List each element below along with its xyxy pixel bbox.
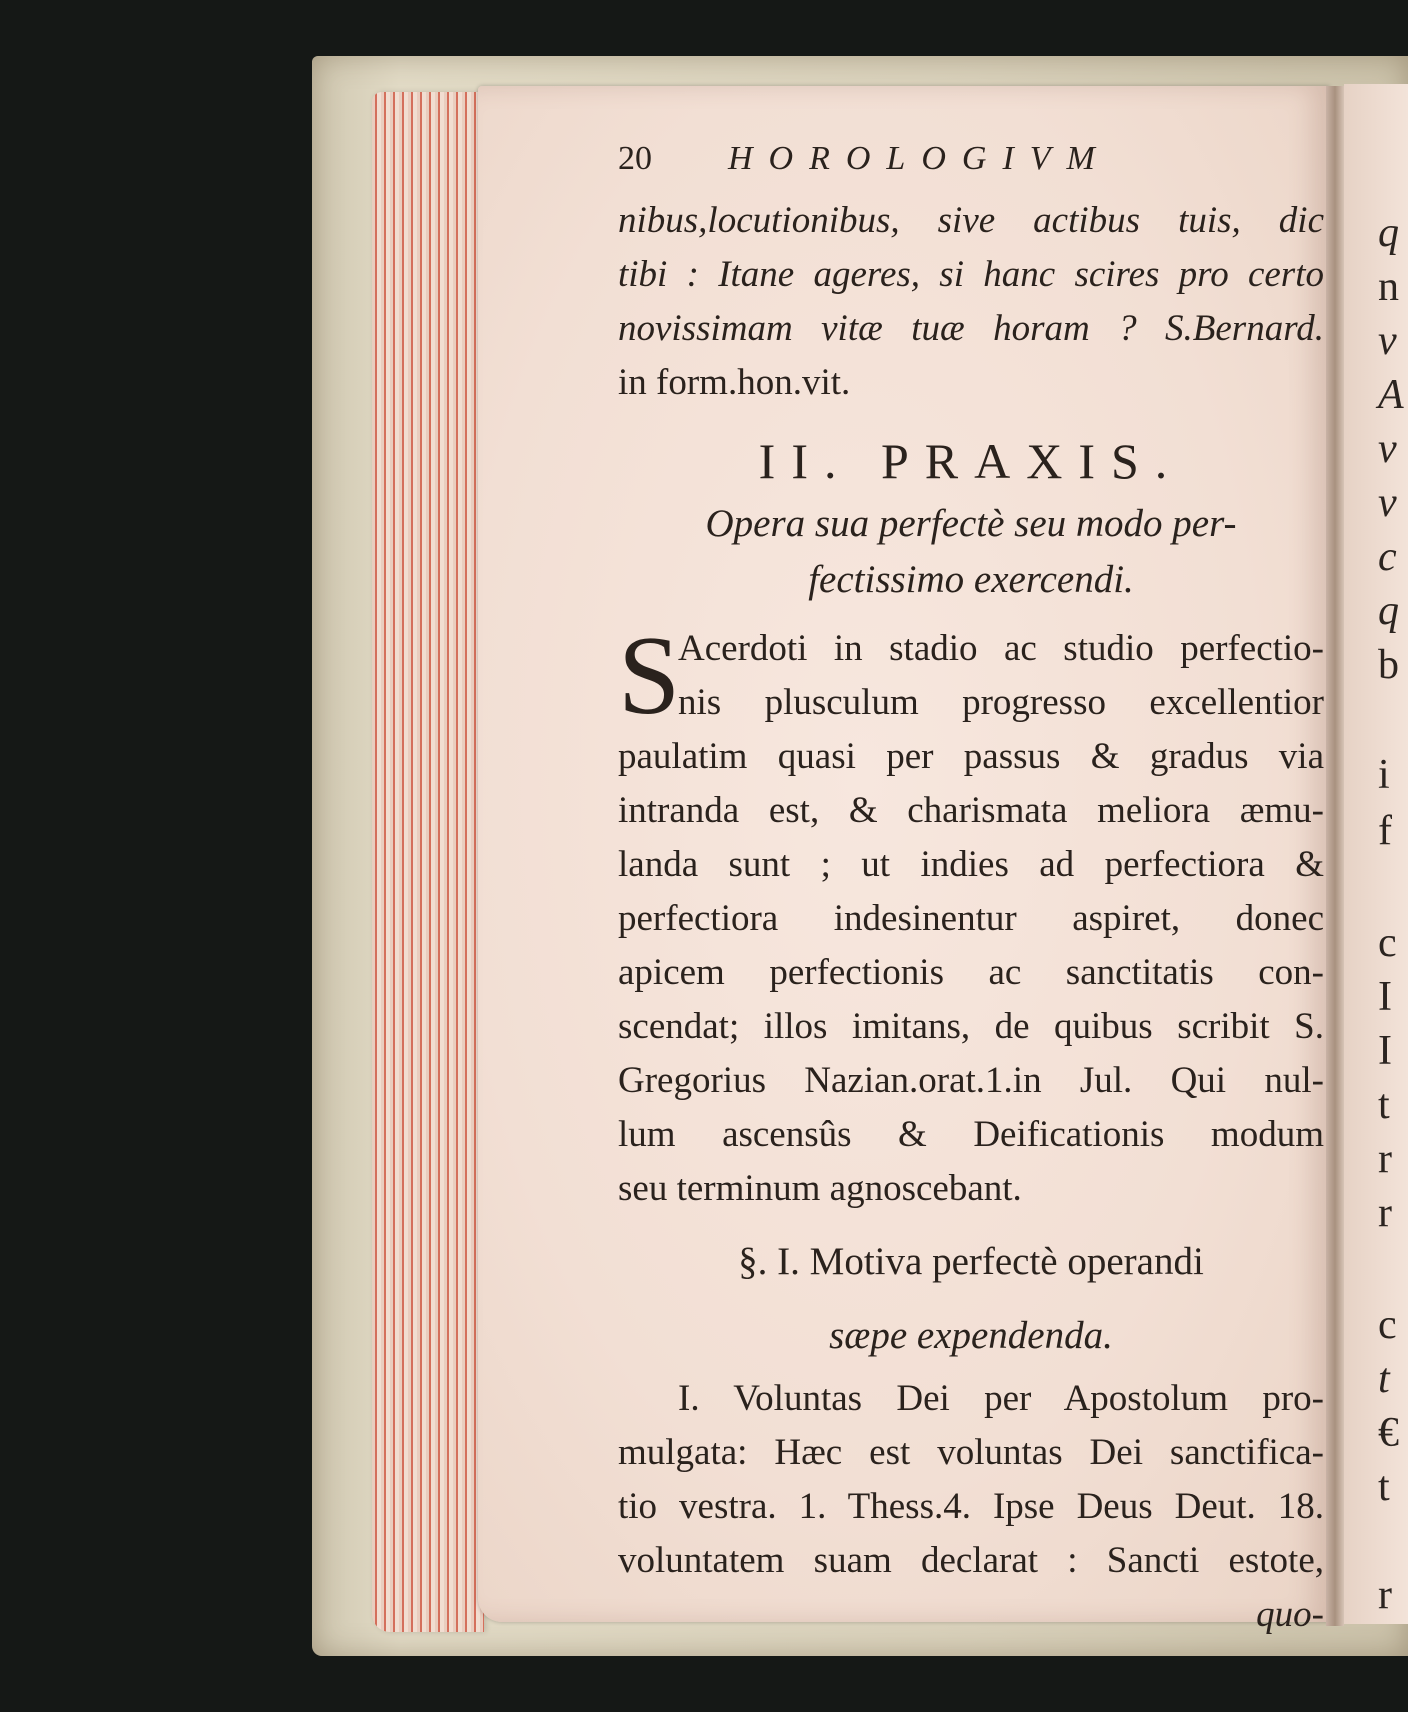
section-subheading: fectissimo exercendi. xyxy=(808,558,1134,601)
text-line: I. Voluntas Dei per Apostolum pro- xyxy=(678,1378,1324,1419)
text-line: in form.hon.vit. xyxy=(618,362,851,403)
facing-char: c xyxy=(1378,1302,1397,1348)
text-line: perfectiora indesinentur aspiret, donec xyxy=(618,898,1324,939)
text-line: nis plusculum progresso excellentior xyxy=(678,682,1324,723)
facing-char: A xyxy=(1378,372,1404,418)
paragraph xyxy=(618,614,1324,1216)
text-line: tibi : Itane ageres, si hanc scires pro certo xyxy=(618,254,1324,295)
text-line: tio vestra. 1. Thess.4. Ipse Deus Deut. 18. xyxy=(618,1486,1324,1527)
facing-char: q xyxy=(1378,210,1399,256)
text-line: Gregorius Nazian.orat.1.in Jul. Qui nul- xyxy=(618,1060,1324,1101)
facing-char: q xyxy=(1378,588,1399,634)
facing-char: I xyxy=(1378,1028,1392,1074)
facing-char: r xyxy=(1378,1572,1392,1618)
facing-char: t xyxy=(1378,1082,1390,1128)
page-edges xyxy=(372,92,484,1632)
facing-char: n xyxy=(1378,264,1399,310)
facing-char: v xyxy=(1378,426,1397,472)
text-line: lum ascensûs & Deificationis modum xyxy=(618,1114,1324,1155)
subsection-heading: §. I. Motiva perfectè operandi xyxy=(738,1240,1204,1283)
facing-char: i xyxy=(1378,752,1390,798)
text-line: Acerdoti in stadio ac studio perfectio- xyxy=(678,628,1324,669)
text-line: paulatim quasi per passus & gradus via xyxy=(618,736,1324,777)
text-line: intranda est, & charismata meliora æmu- xyxy=(618,790,1324,831)
subsection-heading: sæpe expendenda. xyxy=(829,1314,1113,1357)
catchword: quo- xyxy=(1256,1594,1324,1635)
text-line: scendat; illos imitans, de quibus scribit S. xyxy=(618,1006,1324,1047)
text-line: voluntatem suam declarat : Sancti estote, xyxy=(618,1540,1324,1581)
facing-char: v xyxy=(1378,480,1397,526)
running-title: HOROLOGIVM xyxy=(728,140,1111,177)
facing-char: € xyxy=(1378,1410,1399,1456)
page-number: 20 xyxy=(618,140,652,177)
facing-char: c xyxy=(1378,534,1397,580)
text-line: mulgata: Hæc est voluntas Dei sanctifica- xyxy=(618,1432,1324,1473)
paragraph xyxy=(618,1372,1324,1588)
facing-char: t xyxy=(1378,1464,1390,1510)
text-line: nibus,locutionibus, sive actibus tuis, dic xyxy=(618,200,1324,241)
facing-char: I xyxy=(1378,974,1392,1020)
facing-char: r xyxy=(1378,1190,1392,1236)
facing-char: f xyxy=(1378,808,1392,854)
facing-char: b xyxy=(1378,642,1399,688)
facing-page xyxy=(1344,84,1408,1624)
facing-char: c xyxy=(1378,920,1397,966)
text-line: apicem perfectionis ac sanctitatis con- xyxy=(618,952,1324,993)
page-text xyxy=(618,140,1324,1642)
section-heading: II. PRAXIS. xyxy=(758,433,1184,489)
page-header xyxy=(618,140,1324,194)
section-subheading: Opera sua perfectè seu modo per- xyxy=(705,502,1237,545)
book-gutter xyxy=(1326,86,1344,1626)
facing-char: r xyxy=(1378,1136,1392,1182)
facing-char: v xyxy=(1378,318,1397,364)
text-line: novissimam vitæ tuæ horam ? S.Bernard. xyxy=(618,308,1324,349)
facing-char: t xyxy=(1378,1356,1390,1402)
text-line: seu terminum agnoscebant. xyxy=(618,1168,1022,1209)
text-line: landa sunt ; ut indies ad perfectiora & xyxy=(618,844,1324,885)
drop-cap: S xyxy=(618,614,681,738)
